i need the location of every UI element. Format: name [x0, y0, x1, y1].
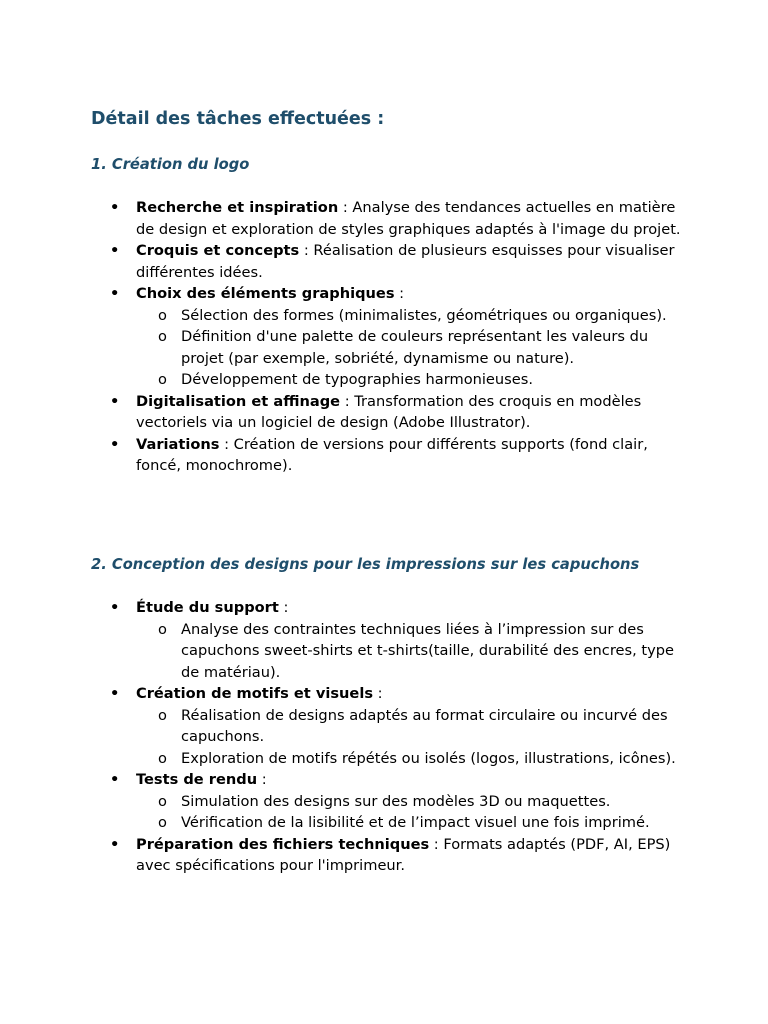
item-term: Digitalisation et affinage: [136, 392, 341, 410]
item-text: : Transformation des croquis en modèles vectoriels via un logiciel de design (Adobe Illustrator).: [136, 392, 642, 431]
list-item: [110, 283, 681, 391]
item-term: Préparation des fichiers techniques: [136, 835, 430, 853]
list-item: [110, 391, 681, 434]
item-text: : Analyse des tendances actuelles en matière de design et exploration de styles graphiques adaptés à l'image du projet.: [136, 199, 681, 238]
sub-item-text: Vérification de la lisibilité et de l’impact visuel une fois imprimé.: [181, 814, 650, 831]
list-item: [110, 434, 681, 477]
sub-bullet-icon: o: [158, 792, 167, 810]
sub-bullet-icon: o: [158, 749, 167, 767]
sub-list: [136, 705, 681, 770]
sub-bullet-icon: o: [158, 328, 167, 345]
sub-list-item: [158, 791, 681, 813]
task-list-logo: [110, 197, 681, 477]
sub-item-text: Développement de typographies harmonieuses.: [181, 371, 533, 388]
sub-item-text: Analyse des contraintes techniques liées à l’impression sur des capuchons sweet-shirts et t-shirts(taille, durabilité des encres, type de matériau).: [181, 620, 674, 681]
sub-bullet-icon: o: [158, 371, 167, 388]
list-item: [110, 197, 681, 240]
bullet-icon: •: [110, 685, 120, 702]
item-term: Étude du support: [136, 599, 279, 616]
item-term: Croquis et concepts: [136, 242, 300, 259]
list-item: [110, 834, 681, 877]
sub-list-item: [158, 326, 681, 369]
sub-list-item: [158, 705, 681, 748]
sub-list: [136, 791, 681, 834]
sub-bullet-icon: o: [158, 306, 167, 324]
bullet-icon: •: [110, 242, 120, 259]
bullet-icon: •: [110, 835, 120, 853]
item-text: :: [373, 685, 383, 702]
item-term: Variations: [136, 435, 220, 453]
document-title: Détail des tâches effectuées :: [91, 109, 385, 129]
sub-item-text: Simulation des designs sur des modèles 3D ou maquettes.: [181, 792, 611, 810]
bullet-icon: •: [110, 285, 120, 302]
task-list-capuchons: [110, 597, 681, 877]
sub-item-text: Réalisation de designs adaptés au format circulaire ou incurvé des capuchons.: [181, 706, 668, 745]
section-heading-capuchons: 2. Conception des designs pour les impressions sur les capuchons: [91, 556, 640, 573]
bullet-icon: •: [110, 771, 120, 788]
bullet-icon: •: [110, 435, 120, 453]
sub-item-text: Exploration de motifs répétés ou isolés (logos, illustrations, icônes).: [181, 749, 676, 767]
sub-bullet-icon: o: [158, 620, 167, 638]
bullet-icon: •: [110, 392, 120, 410]
sub-list-item: [158, 748, 681, 770]
sub-bullet-icon: o: [158, 814, 167, 831]
list-item: [110, 597, 681, 683]
sub-item-text: Sélection des formes (minimalistes, géométriques ou organiques).: [181, 306, 667, 324]
sub-list: [136, 305, 681, 391]
item-term: Choix des éléments graphiques: [136, 285, 395, 302]
list-item: [110, 240, 681, 283]
item-text: :: [394, 285, 405, 302]
item-term: Recherche et inspiration: [136, 199, 339, 216]
list-item: [110, 683, 681, 769]
sub-bullet-icon: o: [158, 706, 167, 724]
sub-list-item: [158, 305, 681, 327]
sub-list-item: [158, 619, 681, 684]
item-term: Tests de rendu: [136, 771, 258, 788]
section-heading-logo: 1. Création du logo: [91, 156, 250, 173]
item-text: : Création de versions pour différents supports (fond clair, foncé, monochrome).: [136, 435, 648, 474]
sub-item-text: Définition d'une palette de couleurs représentant les valeurs du projet (par exemple, sobriété, dynamisme ou nature).: [181, 328, 649, 367]
bullet-icon: •: [110, 199, 120, 216]
item-text: :: [257, 771, 267, 788]
item-term: Création de motifs et visuels: [136, 685, 374, 702]
item-text: : Réalisation de plusieurs esquisses pour visualiser différentes idées.: [136, 242, 675, 281]
item-text: : Formats adaptés (PDF, AI, EPS) avec spécifications pour l'imprimeur.: [136, 835, 671, 874]
bullet-icon: •: [110, 599, 120, 616]
sub-list-item: [158, 812, 681, 834]
item-text: :: [278, 599, 289, 616]
list-item: [110, 769, 681, 834]
sub-list-item: [158, 369, 681, 391]
sub-list: [136, 619, 681, 684]
